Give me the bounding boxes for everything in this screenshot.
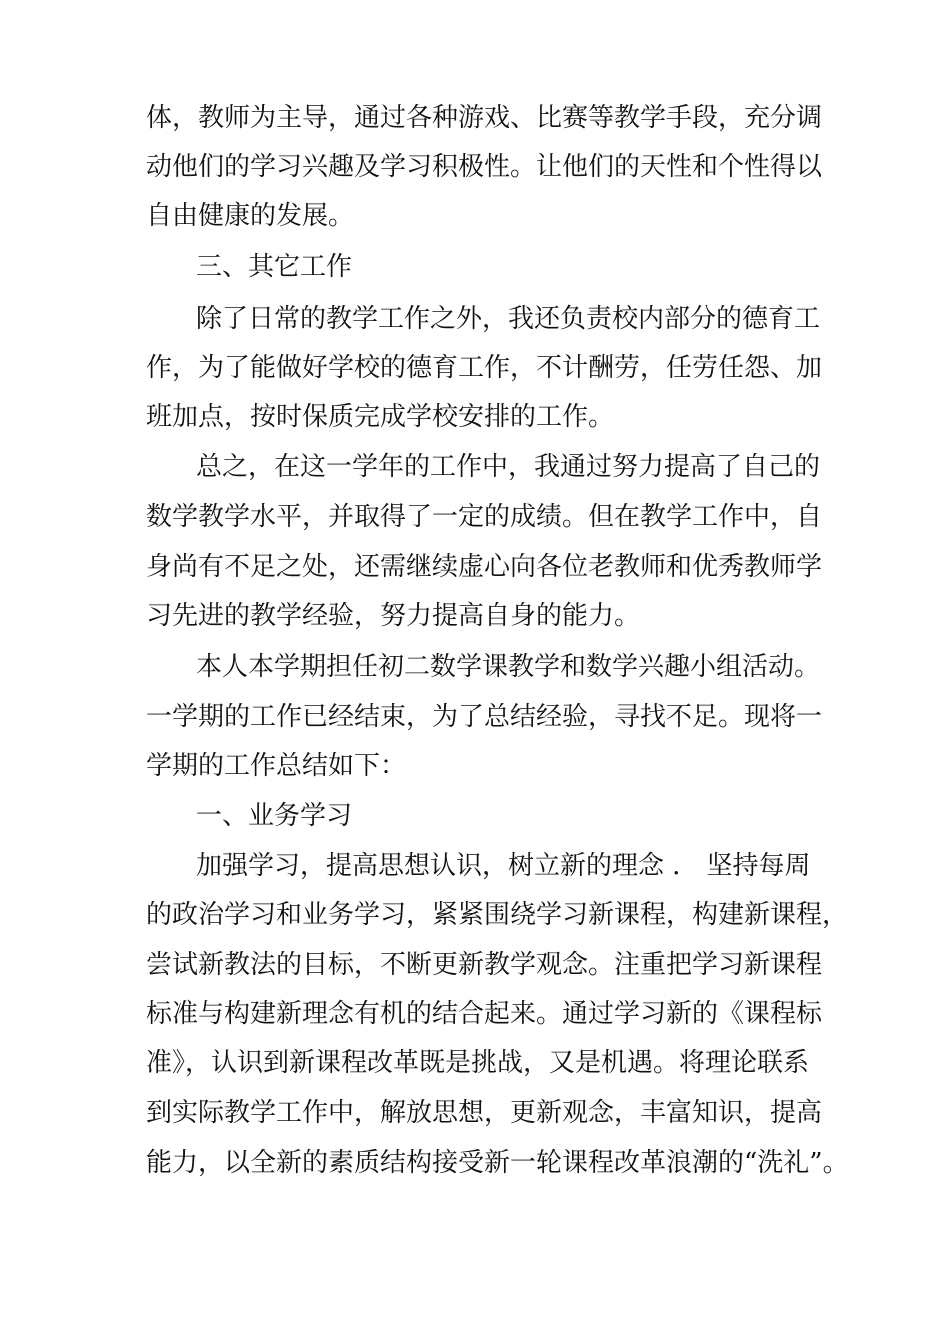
text-line: 加强学习，提高思想认识，树立新的理念 ． 坚持每周 [196, 851, 811, 881]
text-line: 总之，在这一学年的工作中，我通过努力提高了自己的 [196, 452, 821, 482]
text-line: 动他们的学习兴趣及学习积极性。让他们的天性和个性得以 [146, 152, 823, 182]
text-line: 标准与构建新理念有机的结合起来。通过学习新的《课程标 [146, 999, 823, 1029]
text-line: 习先进的教学经验，努力提高自身的能力。 [146, 601, 641, 631]
text-line: 作，为了能做好学校的德育工作，不计酬劳，任劳任怨、加 [146, 353, 823, 383]
text-line: 班加点，按时保质完成学校安排的工作。 [146, 402, 615, 432]
section-heading: 三、其它工作 [196, 252, 353, 282]
text-line: 尝试新教法的目标，不断更新教学观念。注重把学习新课程 [146, 950, 823, 980]
text-line: 的政治学习和业务学习，紧紧围绕学习新课程，构建新课程， [146, 900, 849, 930]
text-line: 一学期的工作已经结束，为了总结经验，寻找不足。现将一 [146, 702, 823, 732]
text-line: 准》，认识到新课程改革既是挑战，又是机遇。将理论联系 [146, 1048, 810, 1078]
text-line: 除了日常的教学工作之外，我还负责校内部分的德育工 [196, 304, 821, 334]
text-line: 能力，以全新的素质结构接受新一轮课程改革浪潮的“洗礼”。 [146, 1148, 849, 1178]
text-line: 体，教师为主导，通过各种游戏、比赛等教学手段，充分调 [146, 103, 823, 133]
text-line: 身尚有不足之处，还需继续虚心向各位老教师和优秀教师学 [146, 552, 823, 582]
text-line: 本人本学期担任初二数学课教学和数学兴趣小组活动。 [196, 652, 821, 682]
text-line: 到实际教学工作中，解放思想，更新观念，丰富知识，提高 [146, 1098, 823, 1128]
text-line: 数学教学水平，并取得了一定的成绩。但在教学工作中，自 [146, 502, 823, 532]
text-line: 自由健康的发展。 [146, 201, 355, 231]
text-line: 学期的工作总结如下： [146, 751, 407, 781]
section-heading: 一、业务学习 [196, 801, 353, 831]
